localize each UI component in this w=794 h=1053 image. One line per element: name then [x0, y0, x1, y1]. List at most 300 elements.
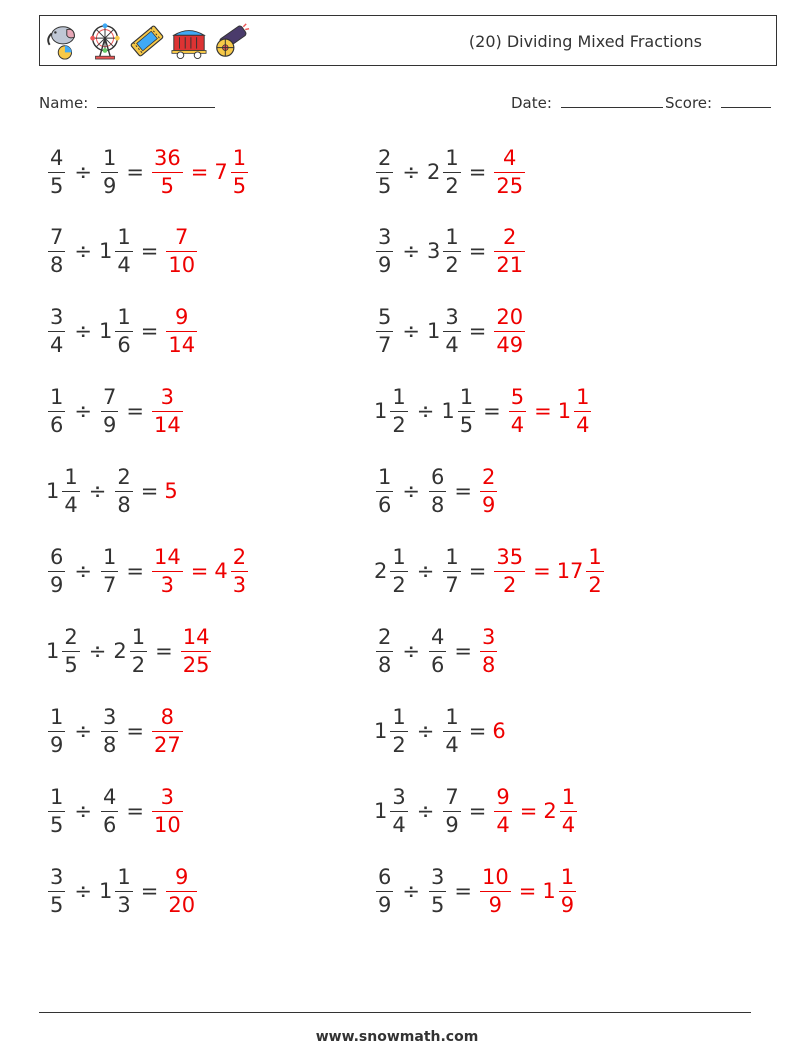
denominator: 9 — [102, 173, 117, 198]
answer-mixed-number — [214, 145, 250, 198]
operand — [427, 464, 448, 517]
answer-fraction — [166, 304, 197, 357]
answer-whole-number: 5 — [164, 479, 178, 503]
fraction — [101, 784, 118, 837]
answer-fraction — [152, 544, 183, 597]
answer-fraction — [166, 864, 197, 917]
numerator: 1 — [445, 704, 459, 729]
equals-sign: = — [155, 639, 173, 663]
operand — [46, 784, 67, 837]
fraction — [376, 145, 393, 198]
numerator: 1 — [392, 544, 406, 569]
divide-sign: ÷ — [74, 879, 92, 903]
operand — [113, 624, 149, 677]
numerator: 14 — [182, 624, 210, 649]
fraction — [48, 544, 65, 597]
fraction — [62, 464, 79, 517]
denominator: 5 — [50, 173, 64, 198]
operand — [426, 224, 463, 277]
denominator: 5 — [64, 652, 78, 677]
answer-fraction — [494, 544, 525, 597]
denominator: 7 — [378, 332, 392, 357]
fraction — [115, 864, 132, 917]
answer-fraction — [152, 704, 183, 757]
operand — [46, 704, 67, 757]
numerator: 3 — [102, 704, 117, 729]
fraction — [101, 544, 118, 597]
denominator: 6 — [117, 332, 131, 357]
operand — [98, 864, 135, 917]
problem-left-4 — [46, 379, 185, 443]
numerator: 10 — [481, 864, 509, 889]
numerator: 3 — [481, 624, 496, 649]
problem-left-6 — [46, 539, 250, 603]
numerator: 1 — [117, 304, 131, 329]
answer-equals-sign: = — [533, 559, 551, 583]
numerator: 6 — [430, 464, 445, 489]
answer-fraction — [494, 304, 525, 357]
operand — [374, 224, 395, 277]
problem-right-5 — [374, 459, 499, 523]
whole-number: 1 — [46, 479, 60, 503]
denominator: 7 — [102, 572, 117, 597]
numerator: 20 — [496, 304, 524, 329]
divide-sign: ÷ — [74, 160, 92, 184]
denominator: 9 — [560, 892, 575, 917]
denominator: 4 — [50, 332, 64, 357]
numerator: 14 — [153, 544, 181, 569]
numerator: 3 — [50, 864, 64, 889]
denominator: 4 — [117, 252, 131, 277]
denominator: 4 — [561, 812, 576, 837]
denominator: 4 — [510, 412, 525, 437]
fraction — [48, 784, 65, 837]
denominator: 2 — [392, 572, 406, 597]
numerator: 3 — [445, 304, 459, 329]
numerator: 3 — [160, 784, 175, 809]
numerator: 2 — [481, 464, 496, 489]
divide-sign: ÷ — [402, 319, 420, 343]
fraction — [101, 384, 118, 437]
fraction — [48, 224, 65, 277]
fraction — [101, 145, 118, 198]
numerator: 2 — [503, 224, 517, 249]
answer-fraction — [480, 864, 511, 917]
numerator: 3 — [378, 224, 392, 249]
divide-sign: ÷ — [74, 799, 92, 823]
operand — [374, 864, 395, 917]
equals-sign: = — [126, 399, 144, 423]
operand — [99, 784, 120, 837]
name-blank[interactable] — [97, 93, 215, 108]
denominator: 4 — [576, 412, 590, 437]
problem-left-5 — [46, 459, 178, 523]
denominator: 5 — [160, 173, 175, 198]
denominator: 4 — [64, 492, 78, 517]
operand — [46, 304, 67, 357]
denominator: 5 — [232, 173, 247, 198]
denominator: 14 — [168, 332, 196, 357]
denominator: 25 — [496, 173, 524, 198]
numerator: 9 — [175, 864, 189, 889]
numerator: 9 — [175, 304, 189, 329]
answer-fraction — [480, 624, 497, 677]
operand — [426, 304, 463, 357]
whole-number: 1 — [542, 879, 556, 903]
equals-sign: = — [126, 160, 144, 184]
fraction — [48, 304, 65, 357]
problem-right-9 — [374, 779, 579, 843]
whole-number: 17 — [556, 559, 584, 583]
numerator: 7 — [445, 784, 459, 809]
answer-fraction — [152, 784, 183, 837]
problem-right-4 — [374, 379, 593, 443]
operand — [374, 304, 395, 357]
operand — [441, 704, 462, 757]
divide-sign: ÷ — [416, 399, 435, 423]
divide-sign: ÷ — [74, 399, 92, 423]
fraction — [62, 624, 79, 677]
denominator: 21 — [496, 252, 524, 277]
denominator: 9 — [445, 812, 459, 837]
equals-sign: = — [140, 319, 159, 343]
whole-number: 2 — [113, 639, 127, 663]
denominator: 8 — [430, 492, 445, 517]
numerator: 7 — [175, 224, 189, 249]
problem-left-10 — [46, 859, 199, 923]
divide-sign: ÷ — [402, 639, 420, 663]
fraction — [443, 145, 460, 198]
fraction — [115, 304, 132, 357]
operand — [374, 384, 410, 437]
denominator: 3 — [232, 572, 247, 597]
denominator: 9 — [378, 252, 392, 277]
answer-fraction — [181, 624, 212, 677]
whole-number: 1 — [374, 799, 388, 823]
denominator: 10 — [153, 812, 181, 837]
answer-mixed-number — [557, 384, 594, 437]
problem-left-1 — [46, 140, 250, 204]
numerator: 3 — [160, 384, 175, 409]
denominator: 8 — [102, 732, 117, 757]
numerator: 1 — [117, 224, 131, 249]
fraction — [48, 145, 65, 198]
problem-right-2 — [374, 219, 527, 283]
equals-sign: = — [126, 799, 144, 823]
score-field[interactable] — [665, 93, 771, 112]
denominator: 4 — [445, 332, 459, 357]
denominator: 4 — [496, 812, 510, 837]
divide-sign: ÷ — [74, 239, 92, 263]
denominator: 10 — [168, 252, 196, 277]
denominator: 5 — [378, 173, 392, 198]
fraction — [101, 704, 118, 757]
divide-sign: ÷ — [416, 719, 435, 743]
numerator: 4 — [102, 784, 117, 809]
numerator: 2 — [378, 145, 392, 170]
score-blank[interactable] — [721, 93, 771, 108]
whole-number: 1 — [98, 879, 113, 903]
denominator: 4 — [445, 732, 459, 757]
whole-number: 1 — [557, 399, 572, 423]
operand — [441, 544, 462, 597]
fraction — [48, 864, 65, 917]
numerator: 5 — [510, 384, 525, 409]
whole-number: 2 — [543, 799, 557, 823]
numerator: 3 — [430, 864, 445, 889]
whole-number: 1 — [441, 399, 455, 423]
cannon-icon — [212, 21, 250, 61]
answer-fraction — [494, 145, 525, 198]
denominator: 2 — [445, 252, 459, 277]
denominator: 3 — [160, 572, 175, 597]
equals-sign: = — [468, 319, 487, 343]
problem-right-7 — [374, 619, 499, 683]
numerator: 1 — [588, 544, 602, 569]
divide-sign: ÷ — [402, 479, 420, 503]
operand — [98, 304, 135, 357]
operand — [427, 624, 448, 677]
denominator: 27 — [153, 732, 181, 757]
operand — [99, 704, 120, 757]
equals-sign: = — [126, 559, 144, 583]
operand — [46, 464, 82, 517]
whole-number: 2 — [426, 160, 441, 184]
denominator: 9 — [102, 412, 117, 437]
fraction — [115, 464, 132, 517]
denominator: 6 — [102, 812, 117, 837]
numerator: 1 — [445, 145, 459, 170]
divide-sign: ÷ — [74, 559, 92, 583]
date-blank[interactable] — [561, 93, 663, 108]
fraction — [390, 384, 407, 437]
denominator: 6 — [378, 492, 392, 517]
denominator: 5 — [50, 892, 64, 917]
fraction — [443, 224, 460, 277]
numerator: 4 — [430, 624, 445, 649]
fraction — [376, 224, 393, 277]
answer-fraction — [231, 544, 248, 597]
equals-sign: = — [140, 879, 159, 903]
whole-number: 3 — [426, 239, 441, 263]
answer-fraction — [152, 145, 183, 198]
denominator: 2 — [392, 412, 406, 437]
whole-number: 1 — [426, 319, 441, 343]
whole-number: 1 — [46, 639, 60, 663]
denominator: 3 — [117, 892, 131, 917]
answer-fraction — [586, 544, 603, 597]
operand — [99, 145, 120, 198]
worksheet-header — [39, 15, 777, 66]
circus-wagon-icon — [170, 21, 208, 61]
denominator: 9 — [481, 492, 496, 517]
denominator: 6 — [430, 652, 445, 677]
problem-right-6 — [374, 539, 606, 603]
operand — [46, 384, 67, 437]
operand — [46, 224, 67, 277]
denominator: 9 — [488, 892, 503, 917]
operand — [374, 784, 410, 837]
date-field[interactable] — [511, 93, 663, 112]
numerator: 4 — [50, 145, 64, 170]
fraction — [390, 544, 407, 597]
equals-sign: = — [140, 479, 159, 503]
numerator: 1 — [117, 864, 131, 889]
fraction — [429, 464, 446, 517]
operand — [46, 544, 67, 597]
numerator: 1 — [102, 544, 117, 569]
problem-left-2 — [46, 219, 199, 283]
answer-mixed-number — [543, 784, 579, 837]
date-label: Date: — [511, 94, 552, 112]
answer-fraction — [166, 224, 197, 277]
answer-equals-sign: = — [519, 799, 538, 823]
operand — [99, 544, 120, 597]
operand — [374, 544, 410, 597]
answer-fraction — [559, 864, 576, 917]
equals-sign: = — [468, 719, 487, 743]
fraction — [390, 784, 407, 837]
numerator: 2 — [64, 624, 78, 649]
operand — [374, 145, 395, 198]
problem-right-8 — [374, 699, 506, 763]
ticket-icon — [128, 21, 166, 61]
denominator: 7 — [445, 572, 459, 597]
operand — [374, 624, 395, 677]
numerator: 1 — [560, 864, 575, 889]
numerator: 1 — [102, 145, 117, 170]
denominator: 14 — [153, 412, 181, 437]
whole-number: 4 — [214, 559, 228, 583]
answer-mixed-number — [542, 864, 578, 917]
whole-number: 1 — [374, 399, 388, 423]
name-label: Name: — [39, 94, 89, 112]
operand — [427, 864, 448, 917]
operand — [374, 464, 395, 517]
denominator: 20 — [168, 892, 196, 917]
fraction — [443, 704, 460, 757]
whole-number: 2 — [374, 559, 388, 583]
operand — [441, 384, 477, 437]
numerator: 35 — [496, 544, 524, 569]
problem-left-9 — [46, 779, 185, 843]
problem-left-8 — [46, 699, 185, 763]
operand — [99, 384, 120, 437]
answer-fraction — [480, 464, 497, 517]
denominator: 2 — [131, 652, 146, 677]
answer-fraction — [560, 784, 577, 837]
numerator: 1 — [561, 784, 576, 809]
numerator: 7 — [50, 224, 64, 249]
fraction — [429, 624, 446, 677]
numerator: 1 — [445, 544, 459, 569]
operand — [98, 224, 135, 277]
denominator: 6 — [50, 412, 64, 437]
score-label: Score: — [665, 94, 713, 112]
equals-sign: = — [140, 239, 159, 263]
numerator: 8 — [160, 704, 175, 729]
numerator: 3 — [392, 784, 406, 809]
fraction — [48, 384, 65, 437]
fraction — [390, 704, 407, 757]
operand — [113, 464, 134, 517]
divide-sign: ÷ — [416, 799, 435, 823]
answer-equals-sign: = — [518, 879, 537, 903]
denominator: 9 — [378, 892, 392, 917]
equals-sign: = — [468, 559, 487, 583]
denominator: 25 — [182, 652, 210, 677]
fraction — [48, 704, 65, 757]
numerator: 1 — [445, 224, 459, 249]
equals-sign: = — [483, 399, 501, 423]
numerator: 1 — [392, 704, 406, 729]
numerator: 1 — [64, 464, 78, 489]
equals-sign: = — [468, 160, 487, 184]
numerator: 3 — [50, 304, 64, 329]
fraction — [376, 624, 393, 677]
numerator: 1 — [232, 145, 247, 170]
operand — [46, 864, 67, 917]
numerator: 1 — [50, 704, 64, 729]
fraction — [376, 304, 393, 357]
denominator: 4 — [392, 812, 406, 837]
numerator: 2 — [232, 544, 247, 569]
whole-number: 1 — [98, 239, 113, 263]
divide-sign: ÷ — [88, 639, 107, 663]
denominator: 2 — [588, 572, 602, 597]
operand — [46, 624, 82, 677]
denominator: 2 — [392, 732, 406, 757]
elephant-on-ball-icon — [44, 21, 82, 61]
denominator: 8 — [481, 652, 496, 677]
answer-equals-sign: = — [190, 559, 209, 583]
denominator: 2 — [503, 572, 517, 597]
whole-number: 1 — [374, 719, 388, 743]
equals-sign: = — [468, 239, 487, 263]
answer-fraction — [494, 224, 525, 277]
equals-sign: = — [468, 799, 487, 823]
fraction — [443, 304, 460, 357]
numerator: 1 — [50, 784, 64, 809]
operand — [46, 145, 67, 198]
problem-left-7 — [46, 619, 213, 683]
ferris-wheel-icon — [86, 21, 124, 61]
denominator: 2 — [445, 173, 459, 198]
divide-sign: ÷ — [88, 479, 107, 503]
problem-left-3 — [46, 299, 199, 363]
fraction — [429, 864, 446, 917]
numerator: 7 — [102, 384, 117, 409]
equals-sign: = — [126, 719, 144, 743]
name-field[interactable] — [39, 93, 215, 112]
numerator: 36 — [153, 145, 181, 170]
operand — [441, 784, 462, 837]
fraction — [115, 224, 132, 277]
divide-sign: ÷ — [402, 239, 420, 263]
denominator: 5 — [459, 412, 474, 437]
denominator: 9 — [50, 572, 64, 597]
answer-mixed-number — [556, 544, 606, 597]
operand — [374, 704, 410, 757]
denominator: 9 — [50, 732, 64, 757]
denominator: 5 — [430, 892, 445, 917]
fraction — [130, 624, 147, 677]
problem-right-3 — [374, 299, 527, 363]
denominator: 5 — [50, 812, 64, 837]
numerator: 1 — [131, 624, 146, 649]
numerator: 5 — [378, 304, 392, 329]
answer-fraction — [494, 784, 511, 837]
